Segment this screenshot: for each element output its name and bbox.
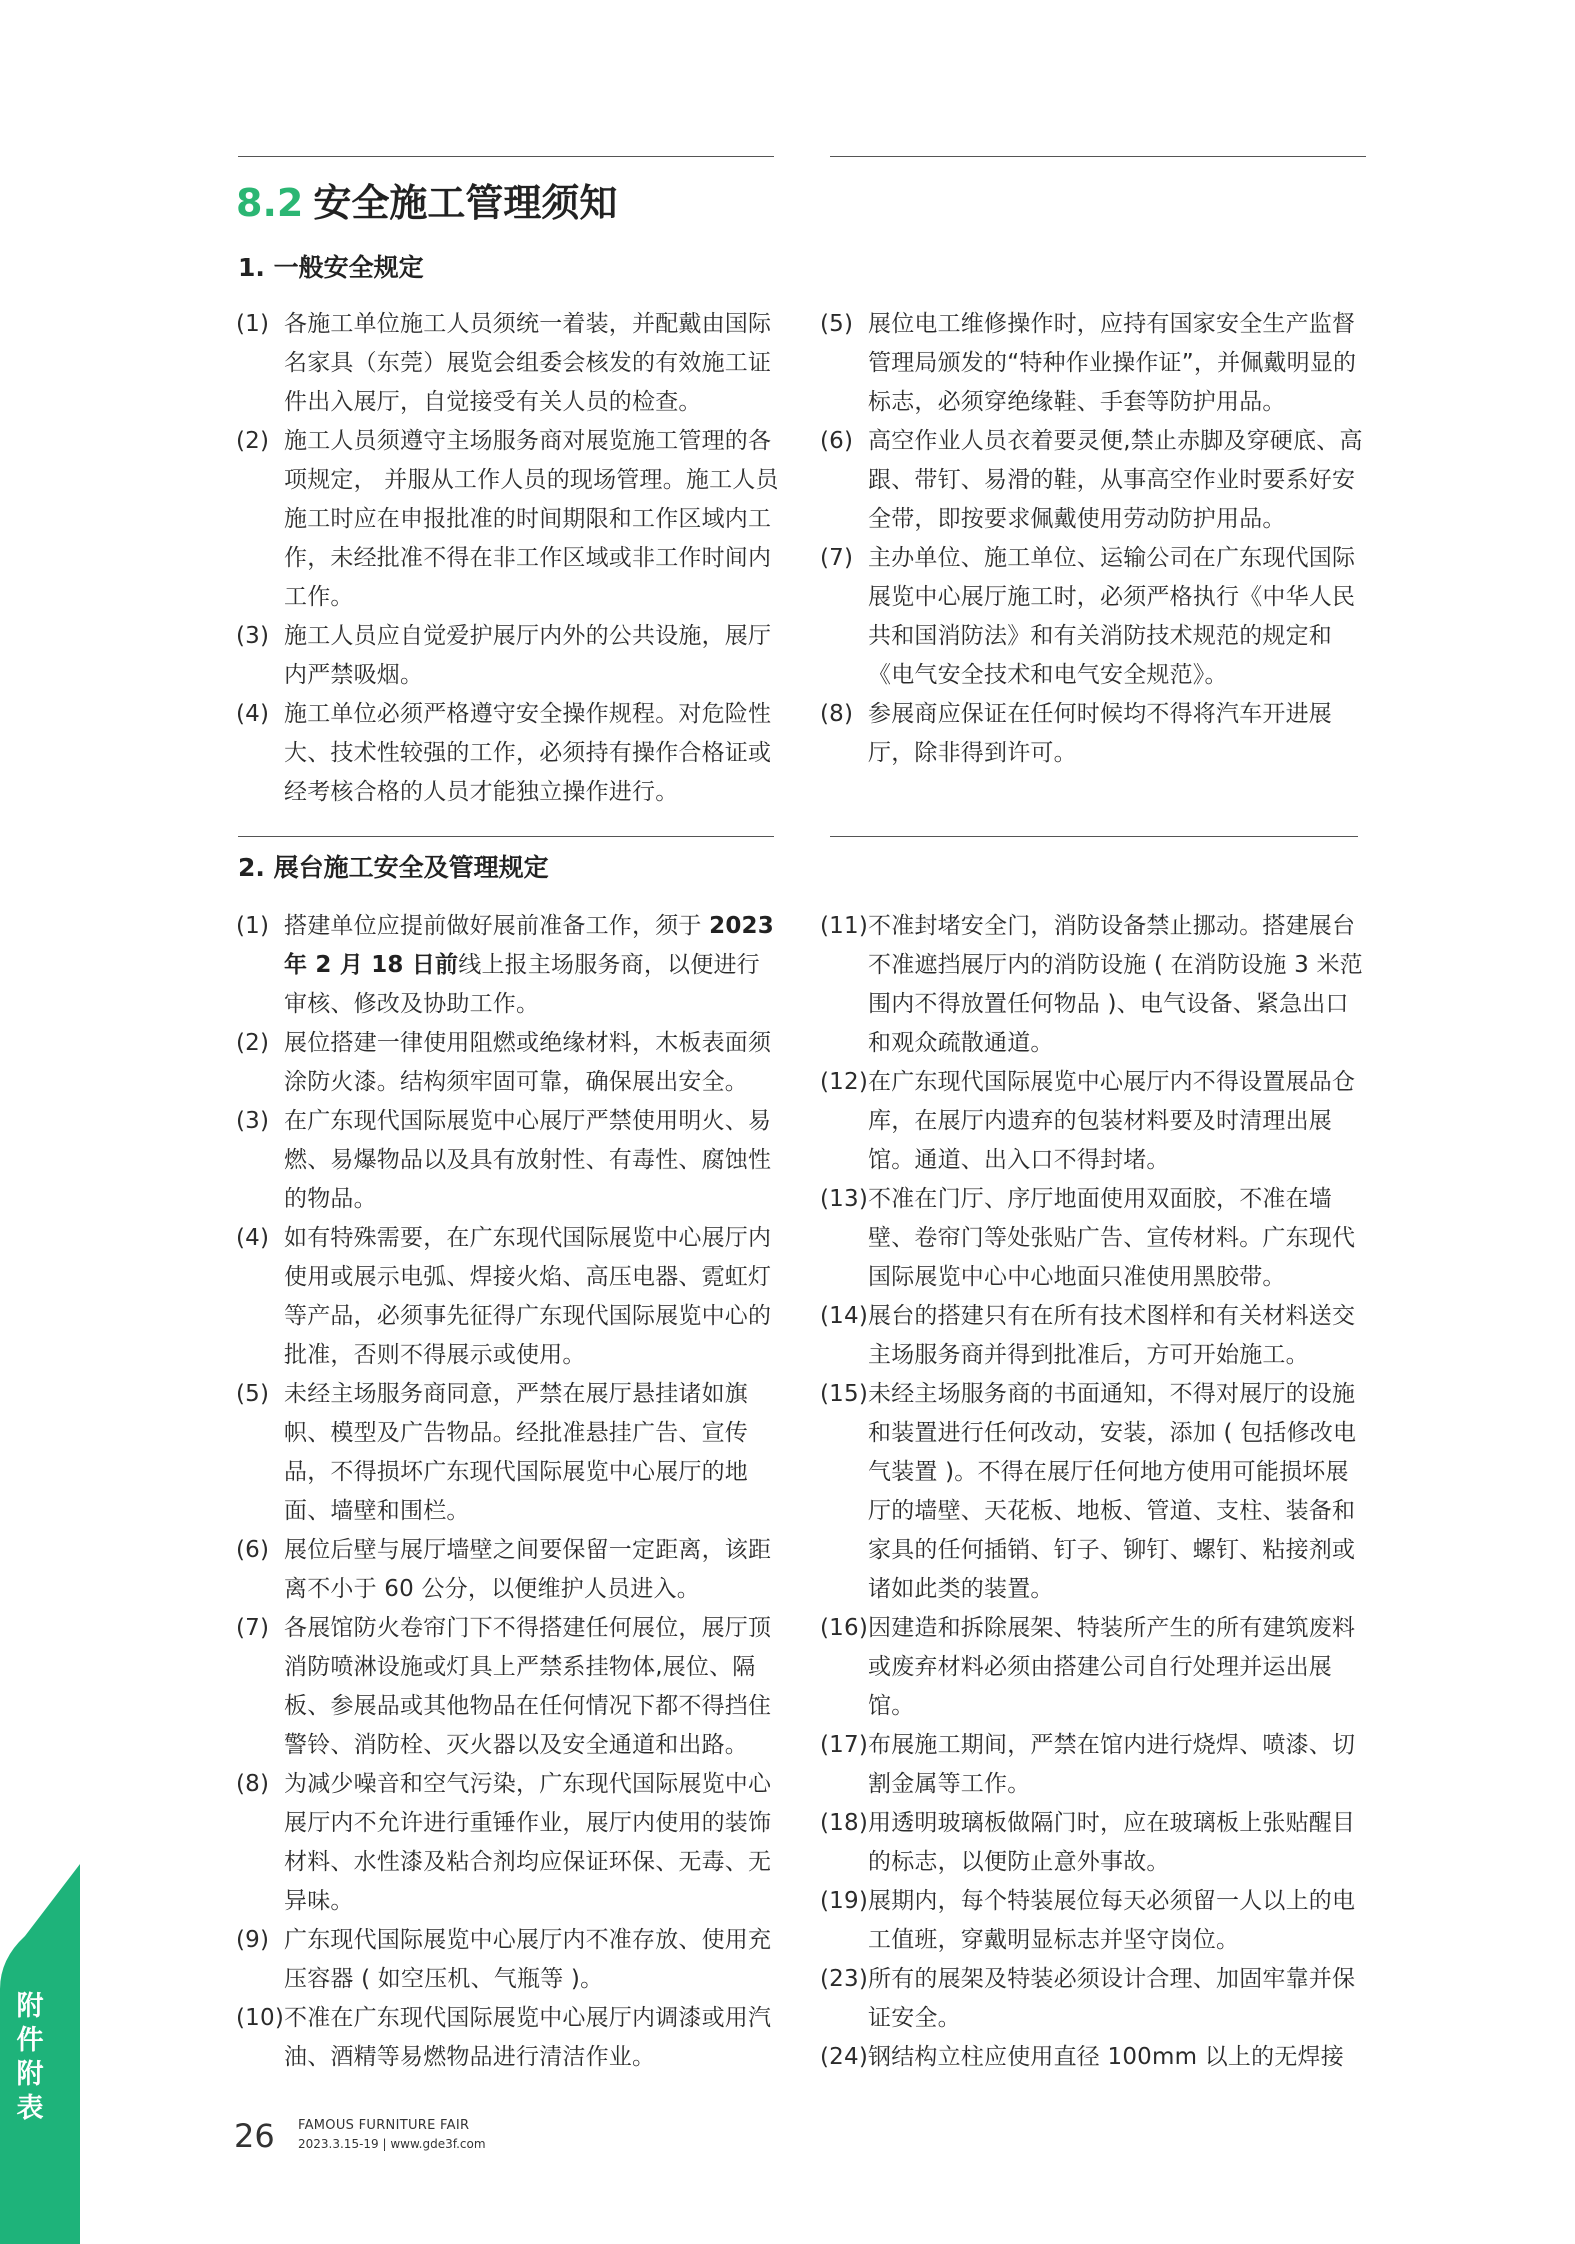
item-number: (6): [236, 1537, 270, 1563]
list-item: [820, 2038, 1365, 2077]
list-item: [820, 1180, 1365, 1297]
list-item: [236, 1609, 781, 1765]
item-text: 展期内，每个特装展位每天必须留一人以上的电工值班，穿戴明显标志并坚守岗位。: [868, 1888, 1356, 1953]
list-item: [236, 1102, 781, 1219]
item-text: 不准封堵安全门，消防设备禁止挪动。搭建展台不准遮挡展厅内的消防设施 ( 在消防设施 3 米范围内不得放置任何物品 )、电气设备、紧急出口和观众疏散通道。: [868, 913, 1363, 1056]
item-text: 布展施工期间，严禁在馆内进行烧焊、喷漆、切割金属等工作。: [868, 1732, 1356, 1797]
item-text: 施工单位必须严格遵守安全操作规程。对危险性大、技术性较强的工作，必须持有操作合格证或经考核合格的人员才能独立操作进行。: [284, 701, 772, 805]
item-text: [284, 907, 781, 1024]
item-number: (6): [820, 428, 854, 454]
list-item: [820, 695, 1365, 773]
item-number: (10): [236, 2005, 285, 2031]
mid-rule-left: [238, 836, 774, 837]
side-tab-label[interactable]: 附件附表: [16, 1991, 44, 2124]
item-number: (1): [236, 913, 270, 939]
item-text: 未经主场服务商同意，严禁在展厅悬挂诸如旗帜、模型及广告物品。经批准悬挂广告、宣传品，不得损坏广东现代国际展览中心展厅的地面、墙壁和围栏。: [284, 1381, 748, 1524]
item-number: (3): [236, 623, 270, 649]
item-number: (2): [236, 1030, 270, 1056]
item-number: (7): [820, 545, 854, 571]
list-item: [236, 617, 781, 695]
item-number: (16): [820, 1615, 869, 1641]
item-text: 施工人员须遵守主场服务商对展览施工管理的各项规定， 并服从工作人员的现场管理。施工人员施工时应在申报批准的时间期限和工作区域内工作，未经批准不得在非工作区域或非工作时间内工作。: [284, 428, 779, 610]
list-item: [236, 1375, 781, 1531]
item-text: 未经主场服务商的书面通知，不得对展厅的设施和装置进行任何改动，安装，添加 ( 包括修改电气装置 )。不得在展厅任何地方使用可能损坏展厅的墙壁、天花板、地板、管道、支柱、装备和家具的任何插销、钉子、铆钉、螺钉、粘接剂或诸如此类的装置。: [868, 1381, 1357, 1602]
item-number: (1): [236, 311, 270, 337]
list-item: [820, 422, 1365, 539]
item-text: 展位后壁与展厅墙壁之间要保留一定距离，该距离不小于 60 公分，以便维护人员进入。: [284, 1537, 772, 1602]
item-number: (3): [236, 1108, 270, 1134]
item-number: (8): [820, 701, 854, 727]
list-item: [820, 1804, 1365, 1882]
list-item: [820, 1882, 1365, 1960]
item-text: 各施工单位施工人员须统一着装，并配戴由国际名家具（东莞）展览会组委会核发的有效施工证件出入展厅，自觉接受有关人员的检查。: [284, 311, 772, 415]
item-number: (14): [820, 1303, 869, 1329]
item-text-before: 搭建单位应提前做好展前准备工作，须于: [284, 913, 710, 939]
item-text: 各展馆防火卷帘门下不得搭建任何展位，展厅顶消防喷淋设施或灯具上严禁系挂物体,展位、隔板、参展品或其他物品在任何情况下都不得挡住警铃、消防栓、灭火器以及安全通道和出路。: [284, 1615, 772, 1758]
section1-title: 1. 一般安全规定: [238, 253, 424, 282]
item-number: (5): [820, 311, 854, 337]
item-number: (11): [820, 913, 869, 939]
list-item: [820, 1063, 1365, 1180]
item-number: (4): [236, 1225, 270, 1251]
item-text: 在广东现代国际展览中心展厅内不得设置展品仓库，在展厅内遗弃的包装材料要及时清理出展馆。通道、出入口不得封堵。: [868, 1069, 1356, 1173]
item-text: 展位电工维修操作时，应持有国家安全生产监督管理局颁发的“特种作业操作证”，并佩戴明显的标志，必须穿绝缘鞋、手套等防护用品。: [868, 311, 1357, 415]
heading-title: 安全施工管理须知: [313, 181, 618, 225]
top-rule-right: [830, 156, 1366, 157]
item-text: 为减少噪音和空气污染，广东现代国际展览中心展厅内不允许进行重锤作业，展厅内使用的装饰材料、水性漆及粘合剂均应保证环保、无毒、无异味。: [284, 1771, 772, 1914]
list-item: [820, 539, 1365, 695]
list-item: [820, 1375, 1365, 1609]
section2-right-column: [820, 907, 1365, 2077]
item-number: (4): [236, 701, 270, 727]
item-text: 所有的展架及特装必须设计合理、加固牢靠并保证安全。: [868, 1966, 1356, 2031]
item-text: 不准在门厅、序厅地面使用双面胶，不准在墙壁、卷帘门等处张贴广告、宣传材料。广东现代国际展览中心中心地面只准使用黑胶带。: [868, 1186, 1356, 1290]
item-number: (19): [820, 1888, 869, 1914]
mid-rule-right: [830, 836, 1358, 837]
item-number: (15): [820, 1381, 869, 1407]
item-number: (13): [820, 1186, 869, 1212]
list-item: [236, 1999, 781, 2077]
item-text-after: 线上报主场服务商，以便进行审核、修改及协助工作。: [284, 952, 760, 1017]
item-text: 展台的搭建只有在所有技术图样和有关材料送交主场服务商并得到批准后，方可开始施工。: [868, 1303, 1356, 1368]
list-item: [236, 1219, 781, 1375]
item-text: 高空作业人员衣着要灵便,禁止赤脚及穿硬底、高跟、带钉、易滑的鞋，从事高空作业时要系好安全带，即按要求佩戴使用劳动防护用品。: [868, 428, 1363, 532]
list-item: [820, 1960, 1365, 2038]
top-rule-left: [238, 156, 774, 157]
item-number: (2): [236, 428, 270, 454]
item-text: 广东现代国际展览中心展厅内不准存放、使用充压容器 ( 如空压机、气瓶等 )。: [284, 1927, 772, 1992]
list-item: [236, 422, 781, 617]
item-text: 在广东现代国际展览中心展厅严禁使用明火、易燃、易爆物品以及具有放射性、有毒性、腐蚀性的物品。: [284, 1108, 772, 1212]
list-item: [236, 695, 781, 812]
item-number: (9): [236, 1927, 270, 1953]
list-item: [236, 1765, 781, 1921]
list-item: [236, 1921, 781, 1999]
item-text: 因建造和拆除展架、特装所产生的所有建筑废料或废弃材料必须由搭建公司自行处理并运出展馆。: [868, 1615, 1356, 1719]
item-number: (23): [820, 1966, 869, 1992]
list-item: [236, 1024, 781, 1102]
list-item: [820, 305, 1365, 422]
footer-subtitle: 2023.3.15-19 | www.gde3f.com: [298, 2137, 486, 2151]
heading-number: 8.2: [236, 181, 304, 225]
list-item: [236, 1531, 781, 1609]
item-number: (7): [236, 1615, 270, 1641]
item-text: 钢结构立柱应使用直径 100mm 以上的无焊接: [868, 2044, 1344, 2070]
item-number: (12): [820, 1069, 869, 1095]
item-number: (17): [820, 1732, 869, 1758]
item-number: (8): [236, 1771, 270, 1797]
section1-right-column: [820, 305, 1365, 773]
deadline-date: 2023 年 2 月 18 日前: [284, 913, 774, 978]
page-number: 26: [234, 2117, 275, 2155]
item-number: (18): [820, 1810, 869, 1836]
list-item: [820, 1297, 1365, 1375]
item-text: 参展商应保证在任何时候均不得将汽车开进展厅，除非得到许可。: [868, 701, 1332, 766]
list-item: [820, 907, 1365, 1063]
item-text: 如有特殊需要，在广东现代国际展览中心展厅内使用或展示电弧、焊接火焰、高压电器、霓虹灯等产品，必须事先征得广东现代国际展览中心的批准，否则不得展示或使用。: [284, 1225, 772, 1368]
list-item: [820, 1726, 1365, 1804]
list-item: [236, 305, 781, 422]
footer-title: FAMOUS FURNITURE FAIR: [298, 2118, 470, 2133]
item-text: 施工人员应自觉爱护展厅内外的公共设施，展厅内严禁吸烟。: [284, 623, 772, 688]
item-number: (5): [236, 1381, 270, 1407]
section2-left-column: [236, 907, 781, 2077]
item-text: 不准在广东现代国际展览中心展厅内调漆或用汽油、酒精等易燃物品进行清洁作业。: [284, 2005, 772, 2070]
section1-left-column: [236, 305, 781, 812]
page-heading: [236, 180, 617, 226]
section2-title: 2. 展台施工安全及管理规定: [238, 853, 549, 882]
item-text: 展位搭建一律使用阻燃或绝缘材料，木板表面须涂防火漆。结构须牢固可靠，确保展出安全。: [284, 1030, 772, 1095]
list-item: [236, 907, 781, 1024]
item-number: (24): [820, 2044, 869, 2070]
item-text: 主办单位、施工单位、运输公司在广东现代国际展览中心展厅施工时，必须严格执行《中华人民共和国消防法》和有关消防技术规范的规定和《电气安全技术和电气安全规范》。: [868, 545, 1356, 688]
list-item: [820, 1609, 1365, 1726]
item-text: 用透明玻璃板做隔门时，应在玻璃板上张贴醒目的标志，以便防止意外事故。: [868, 1810, 1356, 1875]
